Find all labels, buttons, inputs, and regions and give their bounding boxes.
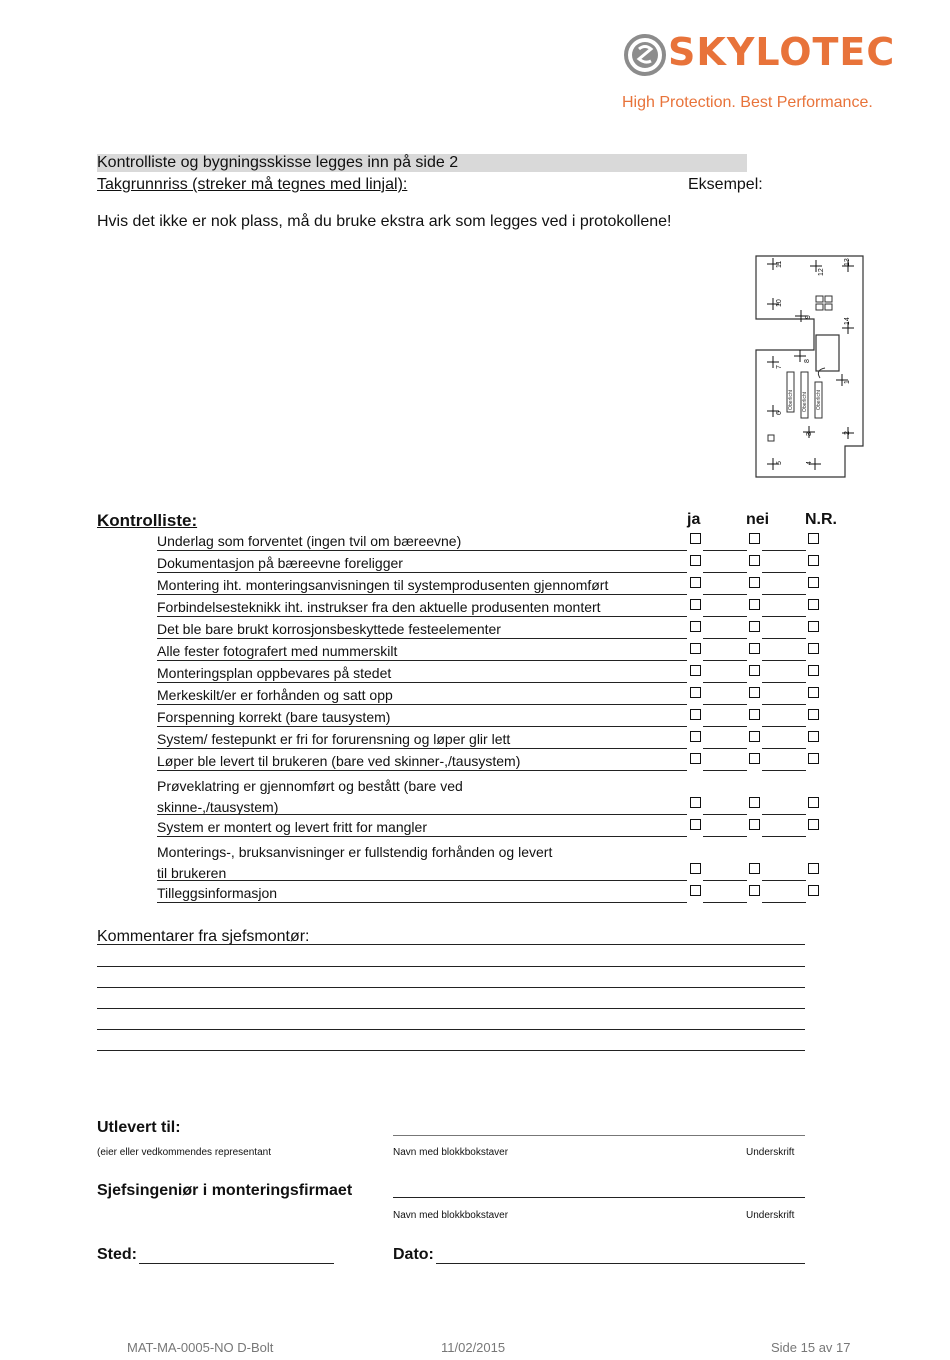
oberlicht-label-3: Oberlicht bbox=[816, 389, 822, 410]
checkbox-underline bbox=[703, 616, 747, 617]
date-field[interactable] bbox=[436, 1263, 805, 1264]
checkbox-ja-5[interactable] bbox=[690, 621, 701, 632]
checklist-item-12: Prøveklatring er gjennomført og bestått (bare ved skinne-,/tausystem) bbox=[157, 778, 463, 815]
checkbox-underline bbox=[762, 594, 806, 595]
checkbox-ja-7[interactable] bbox=[690, 665, 701, 676]
oberlicht-label-1: Oberlicht bbox=[788, 389, 794, 410]
checkbox-underline bbox=[703, 814, 747, 815]
comment-line-3[interactable] bbox=[97, 987, 805, 988]
checkbox-ja-11[interactable] bbox=[690, 753, 701, 764]
sketch-number-6: 6 bbox=[776, 411, 783, 415]
checklist-item-9: Forspenning korrekt (bare tausystem) bbox=[157, 709, 687, 727]
checklist-item-12-underline bbox=[157, 814, 687, 815]
company-logo bbox=[620, 28, 912, 118]
checklist-item-14: Monterings-, bruksanvisninger er fullstendig forhånden og levert til brukeren bbox=[157, 844, 553, 881]
checkbox-underline bbox=[762, 726, 806, 727]
checkbox-nr-13[interactable] bbox=[808, 819, 819, 830]
column-nei: nei bbox=[746, 511, 770, 528]
sketch-number-2: 2 bbox=[844, 431, 851, 435]
checkbox-nr-15[interactable] bbox=[808, 885, 819, 896]
checkbox-nei-2[interactable] bbox=[749, 555, 760, 566]
checkbox-nr-14[interactable] bbox=[808, 863, 819, 874]
checkbox-nei-12[interactable] bbox=[749, 797, 760, 808]
engineer-title: Sjefsingeniør i monteringsfirmaet bbox=[97, 1182, 353, 1199]
checklist-item-14-underline bbox=[157, 880, 687, 881]
checkbox-underline bbox=[762, 902, 806, 903]
brand-name: SKYLOTEC bbox=[668, 30, 896, 74]
checkbox-underline bbox=[703, 880, 747, 881]
checklist-item-5: Det ble bare brukt korrosjonsbeskyttede festeelementer bbox=[157, 621, 687, 639]
checkbox-underline bbox=[703, 770, 747, 771]
checkbox-underline bbox=[762, 550, 806, 551]
checkbox-ja-2[interactable] bbox=[690, 555, 701, 566]
checkbox-underline bbox=[703, 726, 747, 727]
engineer-signature-line[interactable] bbox=[393, 1197, 805, 1198]
comment-line-4[interactable] bbox=[97, 1008, 805, 1009]
handover-subtitle: (eier eller vedkommendes representant bbox=[97, 1147, 271, 1158]
checkbox-underline bbox=[762, 616, 806, 617]
checkbox-nei-3[interactable] bbox=[749, 577, 760, 588]
sketch-number-9: 9 bbox=[805, 315, 812, 319]
checkbox-nr-11[interactable] bbox=[808, 753, 819, 764]
sketch-number-11: 11 bbox=[776, 260, 783, 268]
sketch-number-12: 12 bbox=[818, 268, 825, 276]
checklist-item-3: Montering iht. monteringsanvisningen til systemprodusenten gjennomført bbox=[157, 577, 687, 595]
checkbox-underline bbox=[703, 682, 747, 683]
checkbox-ja-15[interactable] bbox=[690, 885, 701, 896]
checkbox-underline bbox=[703, 572, 747, 573]
example-roof-sketch bbox=[752, 252, 868, 482]
handover-signature-line[interactable] bbox=[393, 1135, 805, 1136]
checkbox-ja-6[interactable] bbox=[690, 643, 701, 654]
checkbox-underline bbox=[762, 880, 806, 881]
checklist-item-2: Dokumentasjon på bæreevne foreligger bbox=[157, 555, 687, 573]
sketch-number-5: 5 bbox=[776, 461, 783, 465]
checkbox-nr-2[interactable] bbox=[808, 555, 819, 566]
sketch-number-4: 4 bbox=[806, 461, 813, 465]
checklist-item-4: Forbindelsesteknikk iht. instrukser fra den aktuelle produsenten montert bbox=[157, 599, 687, 617]
checkbox-underline bbox=[703, 550, 747, 551]
checkbox-underline bbox=[703, 902, 747, 903]
checklist-item-7: Monteringsplan oppbevares på stedet bbox=[157, 665, 687, 683]
checkbox-underline bbox=[703, 704, 747, 705]
checkbox-underline bbox=[703, 748, 747, 749]
oberlicht-label-2: Oberlicht bbox=[802, 391, 808, 412]
checkbox-nr-12[interactable] bbox=[808, 797, 819, 808]
checkbox-ja-4[interactable] bbox=[690, 599, 701, 610]
handover-title: Utlevert til: bbox=[97, 1119, 181, 1136]
checkbox-ja-9[interactable] bbox=[690, 709, 701, 720]
comment-line-2[interactable] bbox=[97, 966, 805, 967]
roofplan-heading: Takgrunnriss (streker må tegnes med linjal): bbox=[97, 176, 408, 193]
checklist-title: Kontrolliste: bbox=[97, 511, 198, 530]
skylotec-emblem-icon bbox=[622, 32, 668, 78]
sketch-number-14: 14 bbox=[844, 317, 851, 325]
checklist-item-11: Løper ble levert til brukeren (bare ved skinner-,/tausystem) bbox=[157, 753, 687, 771]
checkbox-ja-1[interactable] bbox=[690, 533, 701, 544]
sketch-number-8: 8 bbox=[804, 359, 811, 363]
checkbox-underline bbox=[762, 770, 806, 771]
checkbox-nei-15[interactable] bbox=[749, 885, 760, 896]
column-nr: N.R. bbox=[805, 511, 837, 528]
comment-line-1[interactable] bbox=[97, 944, 805, 945]
comment-line-5[interactable] bbox=[97, 1029, 805, 1030]
checkbox-underline bbox=[762, 572, 806, 573]
checkbox-underline bbox=[703, 594, 747, 595]
checkbox-underline bbox=[762, 704, 806, 705]
checkbox-ja-8[interactable] bbox=[690, 687, 701, 698]
example-label: Eksempel: bbox=[688, 176, 763, 193]
checklist-item-6: Alle fester fotografert med nummerskilt bbox=[157, 643, 687, 661]
column-ja: ja bbox=[687, 511, 701, 528]
comments-label: Kommentarer fra sjefsmontør: bbox=[97, 928, 310, 945]
checklist-item-8: Merkeskilt/er er forhånden og satt opp bbox=[157, 687, 687, 705]
sketch-number-7: 7 bbox=[776, 365, 783, 369]
section-banner: Kontrolliste og bygningsskisse legges inn på side 2 bbox=[97, 154, 747, 172]
space-note: Hvis det ikke er nok plass, må du bruke ekstra ark som legges ved i protokollene! bbox=[97, 213, 672, 230]
checkbox-nr-10[interactable] bbox=[808, 731, 819, 742]
sketch-number-10: 10 bbox=[776, 299, 783, 307]
checklist-item-13: System er montert og levert fritt for mangler bbox=[157, 819, 687, 837]
checkbox-underline bbox=[703, 660, 747, 661]
checkbox-nr-4[interactable] bbox=[808, 599, 819, 610]
checkbox-nei-14[interactable] bbox=[749, 863, 760, 874]
checkbox-nei-6[interactable] bbox=[749, 643, 760, 654]
checkbox-underline bbox=[762, 682, 806, 683]
checklist-item-10: System/ festepunkt er fri for forurensning og løper glir lett bbox=[157, 731, 687, 749]
checkbox-nei-7[interactable] bbox=[749, 665, 760, 676]
checkbox-nei-9[interactable] bbox=[749, 709, 760, 720]
checkbox-nei-10[interactable] bbox=[749, 731, 760, 742]
checkbox-nei-11[interactable] bbox=[749, 753, 760, 764]
checkbox-underline bbox=[762, 814, 806, 815]
checkbox-nei-13[interactable] bbox=[749, 819, 760, 830]
checkbox-nei-4[interactable] bbox=[749, 599, 760, 610]
checkbox-nr-6[interactable] bbox=[808, 643, 819, 654]
checkbox-ja-13[interactable] bbox=[690, 819, 701, 830]
checkbox-underline bbox=[762, 748, 806, 749]
checkbox-ja-14[interactable] bbox=[690, 863, 701, 874]
checkbox-nei-1[interactable] bbox=[749, 533, 760, 544]
checkbox-ja-12[interactable] bbox=[690, 797, 701, 808]
checkbox-nr-5[interactable] bbox=[808, 621, 819, 632]
place-field[interactable] bbox=[139, 1263, 334, 1264]
sketch-number-1: 1 bbox=[844, 380, 851, 384]
checkbox-underline bbox=[762, 638, 806, 639]
checkbox-underline bbox=[762, 660, 806, 661]
checkbox-nei-5[interactable] bbox=[749, 621, 760, 632]
checklist-item-1: Underlag som forventet (ingen tvil om bæreevne) bbox=[157, 533, 687, 551]
checkbox-underline bbox=[703, 638, 747, 639]
checkbox-underline bbox=[703, 836, 747, 837]
footer-date: 11/02/2015 bbox=[441, 1340, 506, 1355]
checkbox-nr-1[interactable] bbox=[808, 533, 819, 544]
checkbox-ja-10[interactable] bbox=[690, 731, 701, 742]
engineer-sign-label: Underskrift bbox=[746, 1210, 795, 1221]
checkbox-nr-9[interactable] bbox=[808, 709, 819, 720]
checkbox-nr-3[interactable] bbox=[808, 577, 819, 588]
checkbox-nr-7[interactable] bbox=[808, 665, 819, 676]
engineer-name-label: Navn med blokkbokstaver bbox=[393, 1210, 509, 1221]
checkbox-nr-8[interactable] bbox=[808, 687, 819, 698]
handover-sign-label: Underskrift bbox=[746, 1147, 795, 1158]
checkbox-underline bbox=[762, 836, 806, 837]
checkbox-ja-3[interactable] bbox=[690, 577, 701, 588]
handover-name-label: Navn med blokkbokstaver bbox=[393, 1147, 509, 1158]
brand-tagline: High Protection. Best Performance. bbox=[622, 94, 873, 111]
footer-page: Side 15 av 17 bbox=[771, 1340, 851, 1355]
checkbox-nei-8[interactable] bbox=[749, 687, 760, 698]
footer-doc-id: MAT-MA-0005-NO D-Bolt bbox=[127, 1340, 274, 1355]
date-label: Dato: bbox=[393, 1246, 434, 1263]
comment-line-6[interactable] bbox=[97, 1050, 805, 1051]
place-label: Sted: bbox=[97, 1246, 137, 1263]
checklist-item-15: Tilleggsinformasjon bbox=[157, 885, 687, 903]
sketch-number-3: 3 bbox=[806, 432, 813, 436]
sketch-number-13: 13 bbox=[844, 258, 851, 266]
